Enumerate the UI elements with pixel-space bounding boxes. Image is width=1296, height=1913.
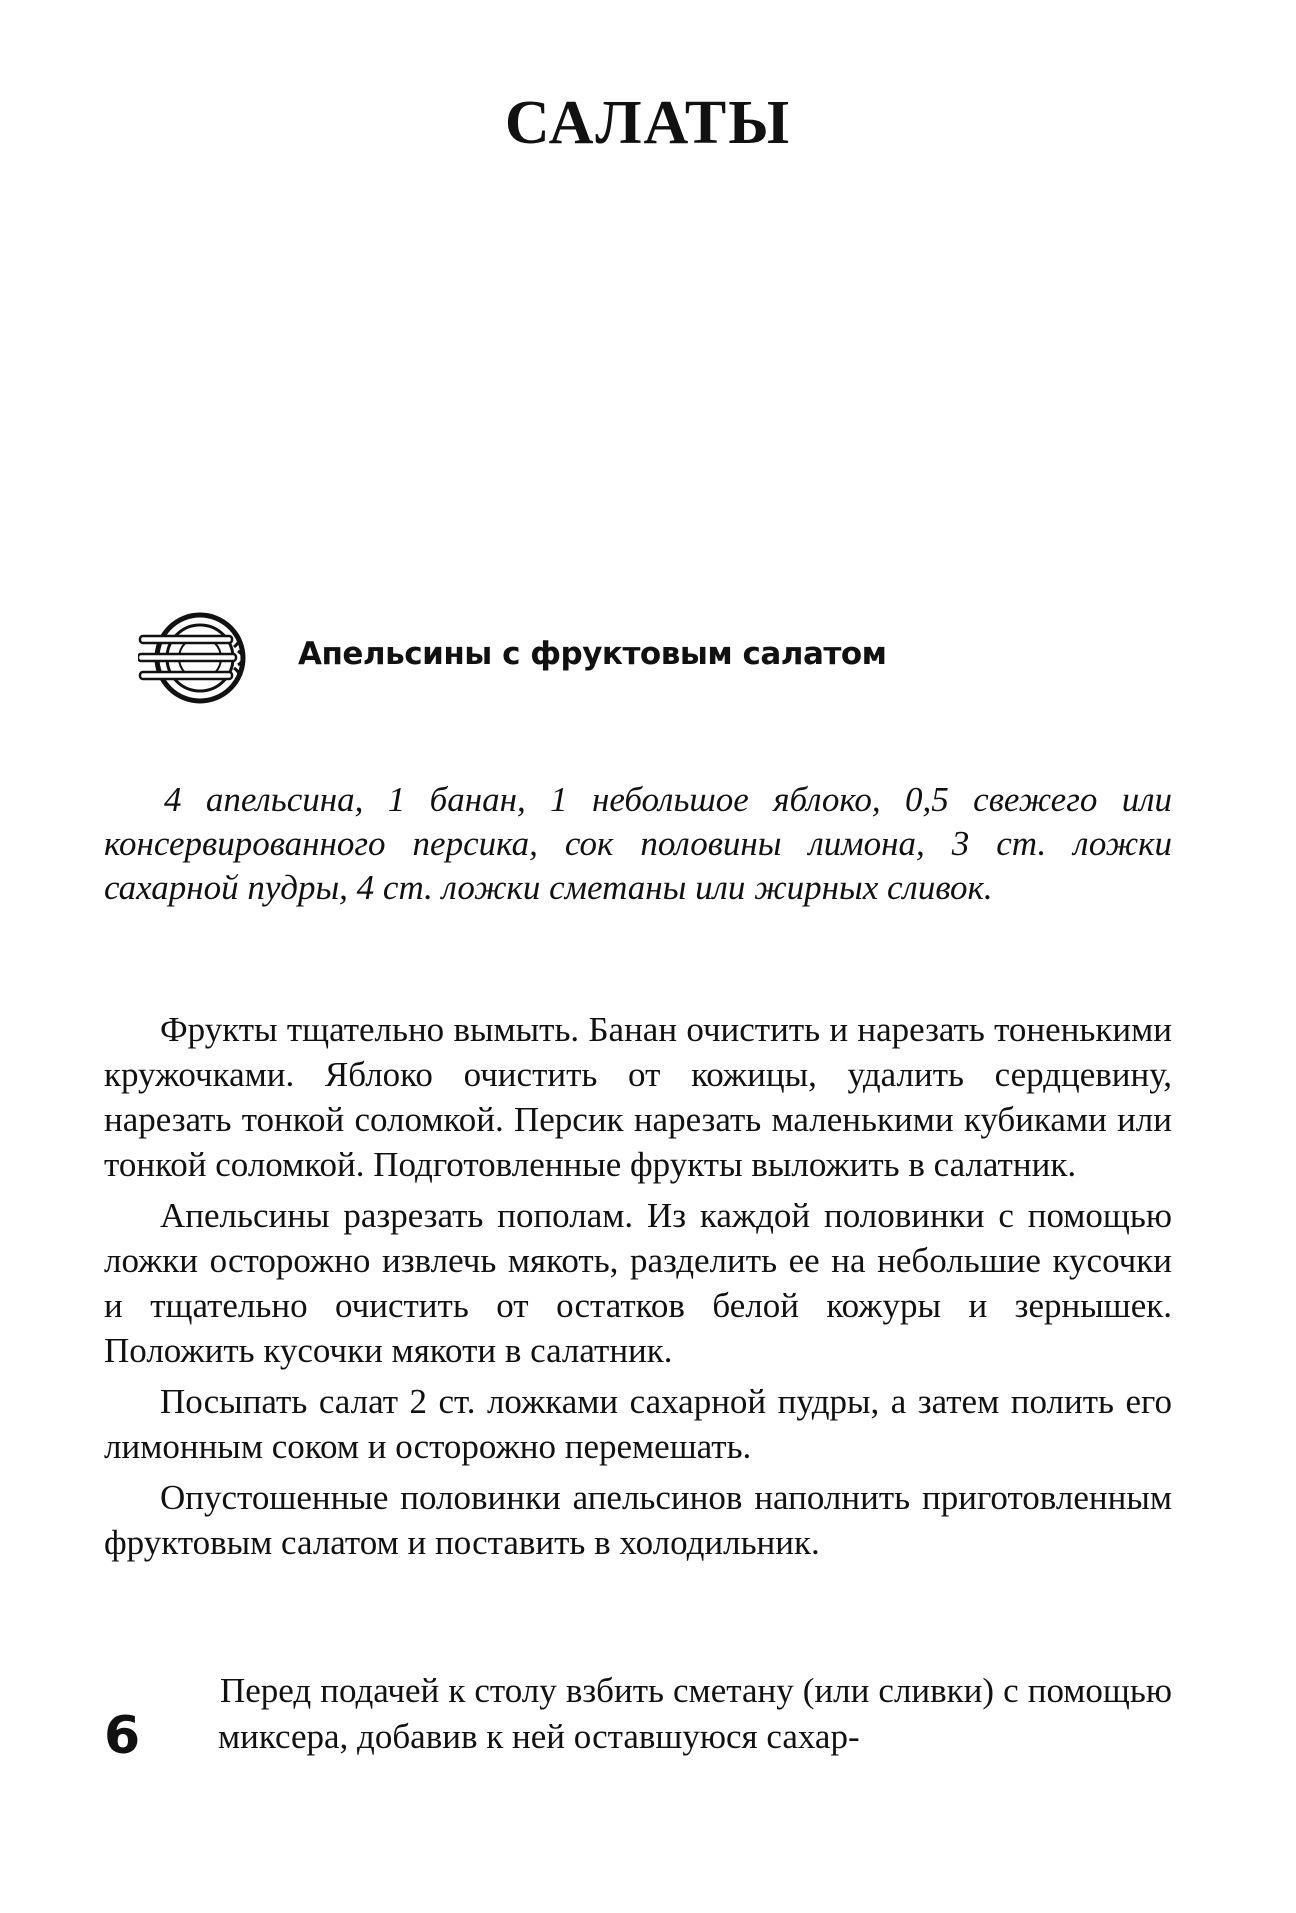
recipe-title: Апельсины с фруктовым салатом [298,636,887,672]
recipe-step: Перед подачей к столу взбить сметану (или сливки) с помощью миксера, добавив к ней оставшуюся сахар- [218,1671,1172,1756]
plate-cutlery-icon [138,612,262,704]
recipe-step: Посыпать салат 2 ст. ложками сахарной пудры, а затем полить его лимонным соком и осторожно перемешать. [104,1382,1172,1466]
recipe-step: Опустошенные половинки апельсинов наполнить приготовленным фруктовым салатом и поставить в холодильник. [104,1478,1172,1562]
chapter-title: САЛАТЫ [504,89,792,157]
page-number: 6 [104,1706,141,1766]
recipe-steps [104,1007,1172,1571]
ingredients-list: 4 апельсина, 1 банан, 1 небольшое яблоко, 0,5 свежего или консервированного персика, сок половины лимона, 3 ст. ложки сахарной пудры, 4 ст. ложки сметаны или жирных сливок. [104,780,1172,907]
recipe-step: Фрукты тщательно вымыть. Банан очистить и нарезать тоненькими кружочками. Яблоко очистить от кожицы, удалить сердцевину, нарезать тонкой соломкой. Персик нарезать маленькими кубиками или тонкой соломкой. Подготовленные фрукты выложить в салатник. [104,1010,1172,1184]
recipe-step: Апельсины разрезать пополам. Из каждой половинки с помощью ложки осторожно извлечь мякоть, разделить ее на небольшие кусочки и тщательно очистить от остатков белой кожуры и зернышек. Положить кусочки мякоти в салатник. [104,1196,1172,1370]
